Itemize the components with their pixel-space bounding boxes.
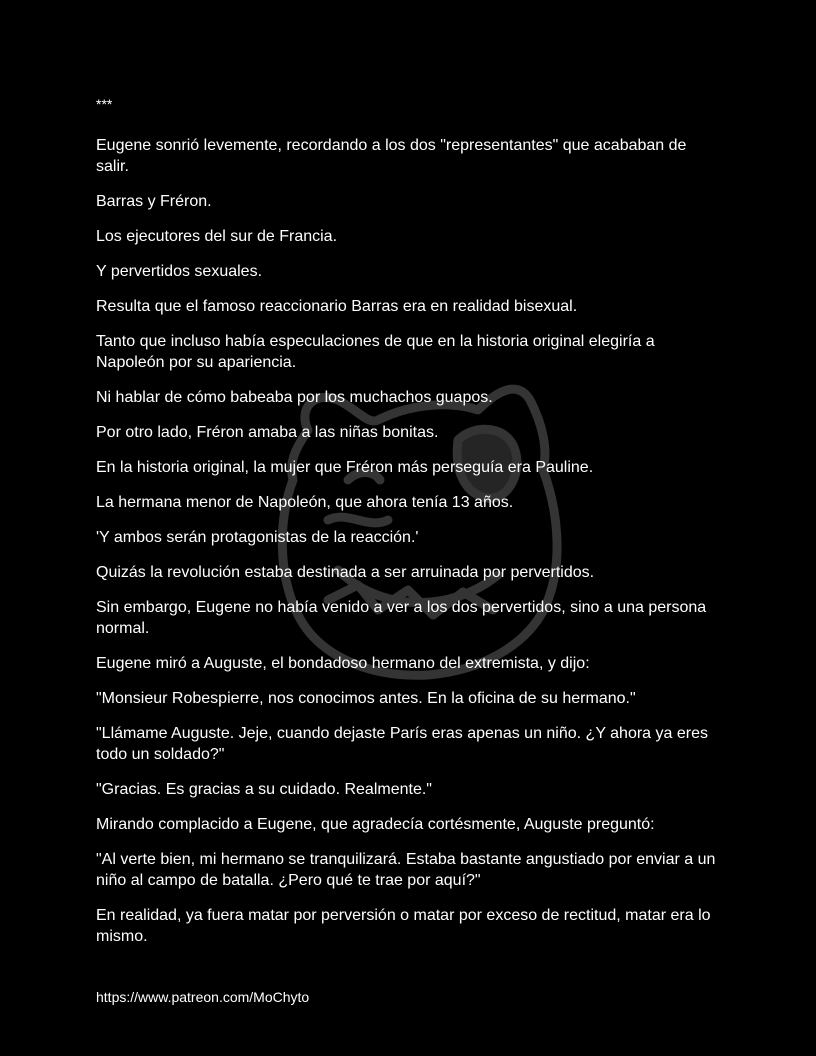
paragraph: "Llámame Auguste. Jeje, cuando dejaste París eras apenas un niño. ¿Y ahora ya eres todo un soldado?" bbox=[96, 725, 708, 763]
paragraph: Resulta que el famoso reaccionario Barras era en realidad bisexual. bbox=[96, 298, 578, 315]
paragraph: Y pervertidos sexuales. bbox=[96, 263, 263, 280]
paragraph: En la historia original, la mujer que Fréron más perseguía era Pauline. bbox=[96, 459, 594, 476]
paragraph: Eugene miró a Auguste, el bondadoso hermano del extremista, y dijo: bbox=[96, 655, 590, 672]
paragraph: Ni hablar de cómo babeaba por los muchachos guapos. bbox=[96, 389, 493, 406]
paragraph: 'Y ambos serán protagonistas de la reacción.' bbox=[96, 529, 419, 546]
section-separator: *** bbox=[96, 96, 113, 112]
paragraph: Por otro lado, Fréron amaba a las niñas bonitas. bbox=[96, 424, 439, 441]
paragraph: Eugene sonrió levemente, recordando a los dos "representantes" que acababan de salir. bbox=[96, 137, 687, 175]
paragraph: La hermana menor de Napoleón, que ahora tenía 13 años. bbox=[96, 494, 514, 511]
paragraph: Los ejecutores del sur de Francia. bbox=[96, 228, 338, 245]
paragraph: En realidad, ya fuera matar por perversión o matar por exceso de rectitud, matar era lo mismo. bbox=[96, 907, 711, 945]
document-body bbox=[96, 94, 721, 961]
paragraph: Barras y Fréron. bbox=[96, 193, 212, 210]
paragraph: Mirando complacido a Eugene, que agradecía cortésmente, Auguste preguntó: bbox=[96, 816, 655, 833]
paragraph: "Gracias. Es gracias a su cuidado. Realmente." bbox=[96, 781, 432, 798]
paragraph: "Al verte bien, mi hermano se tranquilizará. Estaba bastante angustiado por enviar a un niño al campo de batalla. ¿Pero qué te trae por aquí?" bbox=[96, 851, 716, 889]
paragraph: Sin embargo, Eugene no había venido a ver a los dos pervertidos, sino a una persona normal. bbox=[96, 599, 707, 637]
paragraph: Quizás la revolución estaba destinada a ser arruinada por pervertidos. bbox=[96, 564, 595, 581]
footer-patreon-link[interactable]: https://www.patreon.com/MoChyto bbox=[96, 989, 310, 1005]
paragraph: Tanto que incluso había especulaciones de que en la historia original elegiría a Napoleón por su apariencia. bbox=[96, 333, 655, 371]
paragraph: "Monsieur Robespierre, nos conocimos antes. En la oficina de su hermano." bbox=[96, 690, 636, 707]
